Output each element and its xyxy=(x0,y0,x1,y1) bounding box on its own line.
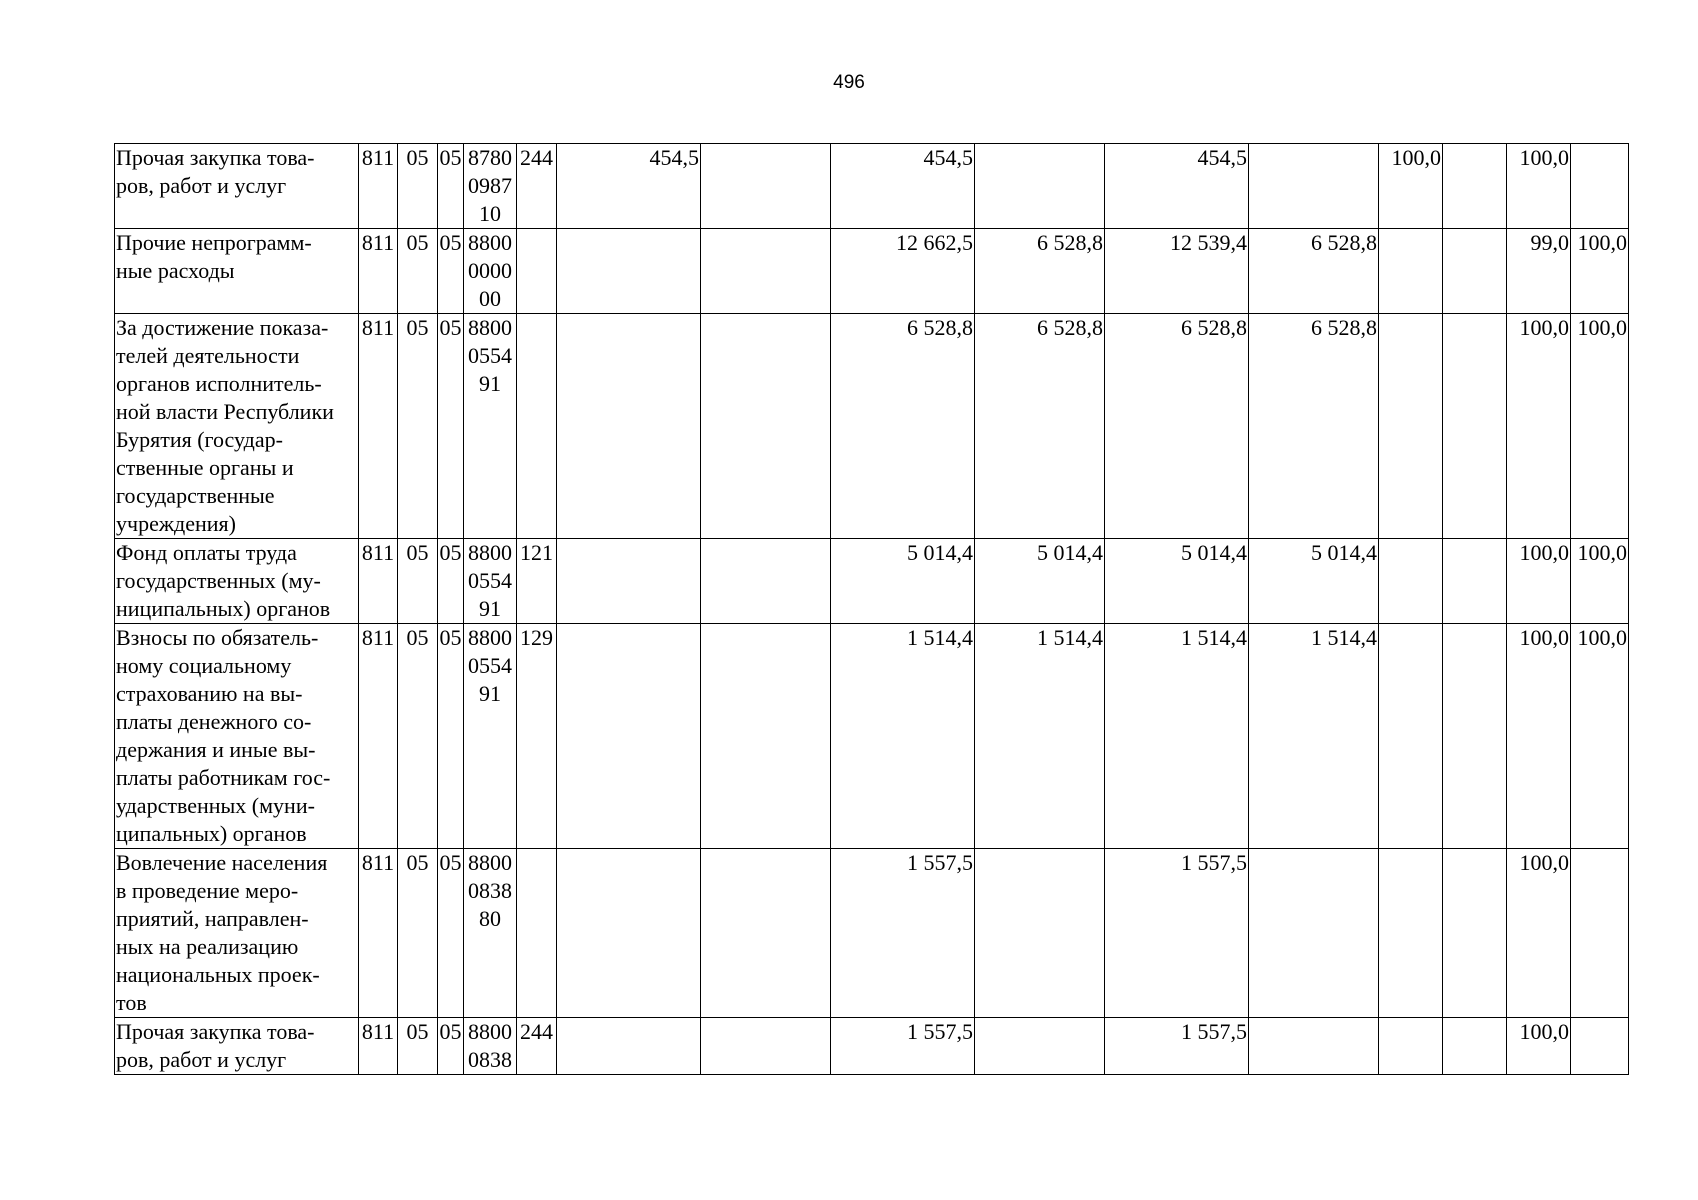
section-code-cell: 05 xyxy=(398,624,438,849)
value-cell: 1 557,5 xyxy=(1105,849,1249,1018)
expense-type-code-cell xyxy=(517,229,557,314)
expense-type-code-cell: 121 xyxy=(517,539,557,624)
ved-code-cell: 811 xyxy=(359,1018,398,1075)
target-article-code-cell: 8800 0838 xyxy=(464,1018,517,1075)
value-cell: 6 528,8 xyxy=(1249,229,1379,314)
expense-type-code-cell xyxy=(517,849,557,1018)
value-cell xyxy=(557,229,701,314)
value-cell xyxy=(975,849,1105,1018)
value-cell: 1 514,4 xyxy=(831,624,975,849)
value-cell: 6 528,8 xyxy=(975,229,1105,314)
percent-cell: 100,0 xyxy=(1507,144,1571,229)
percent-cell xyxy=(1443,849,1507,1018)
percent-cell xyxy=(1379,1018,1443,1075)
target-article-code-cell: 8800 0554 91 xyxy=(464,624,517,849)
target-article-code-cell: 8800 0838 80 xyxy=(464,849,517,1018)
section-code-cell: 05 xyxy=(398,144,438,229)
target-article-code-cell: 8800 0554 91 xyxy=(464,314,517,539)
value-cell xyxy=(557,624,701,849)
table-row xyxy=(115,539,1629,624)
section-code-cell: 05 xyxy=(398,539,438,624)
value-cell xyxy=(975,1018,1105,1075)
percent-cell xyxy=(1571,144,1629,229)
row-name-cell: Прочая закупка това- ров, работ и услуг xyxy=(115,144,359,229)
percent-cell: 100,0 xyxy=(1507,314,1571,539)
value-cell: 1 557,5 xyxy=(831,849,975,1018)
percent-cell xyxy=(1379,314,1443,539)
value-cell xyxy=(557,314,701,539)
ved-code-cell: 811 xyxy=(359,144,398,229)
row-name-cell: Вовлечение населения в проведение меро- приятий, направлен- ных на реализацию национальных проек- тов xyxy=(115,849,359,1018)
value-cell xyxy=(557,849,701,1018)
value-cell xyxy=(701,849,831,1018)
value-cell: 6 528,8 xyxy=(975,314,1105,539)
percent-cell: 100,0 xyxy=(1571,539,1629,624)
row-name-cell: За достижение показа- телей деятельности органов исполнитель- ной власти Республики Бурятия (государ- ственные органы и государственные учреждения) xyxy=(115,314,359,539)
value-cell xyxy=(1249,144,1379,229)
table-row xyxy=(115,314,1629,539)
section-code-cell: 05 xyxy=(398,314,438,539)
percent-cell: 100,0 xyxy=(1571,624,1629,849)
subsection-code-cell: 05 xyxy=(438,144,464,229)
value-cell xyxy=(701,229,831,314)
value-cell xyxy=(1249,849,1379,1018)
value-cell: 1 514,4 xyxy=(975,624,1105,849)
value-cell: 1 557,5 xyxy=(831,1018,975,1075)
row-name-cell: Прочие непрограмм- ные расходы xyxy=(115,229,359,314)
value-cell xyxy=(701,1018,831,1075)
table-row xyxy=(115,1018,1629,1075)
percent-cell: 100,0 xyxy=(1571,314,1629,539)
value-cell: 5 014,4 xyxy=(831,539,975,624)
expense-type-code-cell: 244 xyxy=(517,1018,557,1075)
target-article-code-cell: 8800 0554 91 xyxy=(464,539,517,624)
value-cell: 12 539,4 xyxy=(1105,229,1249,314)
percent-cell: 99,0 xyxy=(1507,229,1571,314)
percent-cell: 100,0 xyxy=(1507,1018,1571,1075)
value-cell xyxy=(701,539,831,624)
ved-code-cell: 811 xyxy=(359,849,398,1018)
percent-cell xyxy=(1379,539,1443,624)
value-cell: 1 514,4 xyxy=(1105,624,1249,849)
ved-code-cell: 811 xyxy=(359,539,398,624)
subsection-code-cell: 05 xyxy=(438,539,464,624)
value-cell: 6 528,8 xyxy=(1249,314,1379,539)
percent-cell xyxy=(1571,1018,1629,1075)
row-name-cell: Прочая закупка това- ров, работ и услуг xyxy=(115,1018,359,1075)
value-cell: 1 557,5 xyxy=(1105,1018,1249,1075)
percent-cell xyxy=(1379,229,1443,314)
percent-cell xyxy=(1379,849,1443,1018)
percent-cell: 100,0 xyxy=(1507,539,1571,624)
value-cell: 6 528,8 xyxy=(1105,314,1249,539)
percent-cell xyxy=(1443,624,1507,849)
target-article-code-cell: 8780 0987 10 xyxy=(464,144,517,229)
expense-type-code-cell: 244 xyxy=(517,144,557,229)
value-cell: 454,5 xyxy=(557,144,701,229)
percent-cell: 100,0 xyxy=(1507,849,1571,1018)
value-cell: 6 528,8 xyxy=(831,314,975,539)
percent-cell xyxy=(1379,624,1443,849)
value-cell xyxy=(975,144,1105,229)
subsection-code-cell: 05 xyxy=(438,624,464,849)
value-cell: 5 014,4 xyxy=(1249,539,1379,624)
page-number: 496 xyxy=(833,72,865,93)
value-cell xyxy=(701,624,831,849)
subsection-code-cell: 05 xyxy=(438,229,464,314)
value-cell: 454,5 xyxy=(831,144,975,229)
row-name-cell: Взносы по обязатель- ному социальному страхованию на вы- платы денежного со- держания и иные вы- платы работникам гос- ударственных (муни- ципальных) органов xyxy=(115,624,359,849)
value-cell xyxy=(701,314,831,539)
expense-type-code-cell xyxy=(517,314,557,539)
section-code-cell: 05 xyxy=(398,849,438,1018)
percent-cell xyxy=(1443,144,1507,229)
subsection-code-cell: 05 xyxy=(438,1018,464,1075)
table-row xyxy=(115,229,1629,314)
row-name-cell: Фонд оплаты труда государственных (му- ниципальных) органов xyxy=(115,539,359,624)
ved-code-cell: 811 xyxy=(359,229,398,314)
table-row xyxy=(115,849,1629,1018)
percent-cell: 100,0 xyxy=(1571,229,1629,314)
value-cell: 1 514,4 xyxy=(1249,624,1379,849)
table-row xyxy=(115,144,1629,229)
percent-cell xyxy=(1443,229,1507,314)
budget-table xyxy=(114,143,1629,1075)
section-code-cell: 05 xyxy=(398,1018,438,1075)
value-cell xyxy=(557,539,701,624)
value-cell: 454,5 xyxy=(1105,144,1249,229)
ved-code-cell: 811 xyxy=(359,314,398,539)
table-row xyxy=(115,624,1629,849)
ved-code-cell: 811 xyxy=(359,624,398,849)
percent-cell xyxy=(1571,849,1629,1018)
percent-cell: 100,0 xyxy=(1507,624,1571,849)
subsection-code-cell: 05 xyxy=(438,314,464,539)
value-cell xyxy=(557,1018,701,1075)
value-cell xyxy=(1249,1018,1379,1075)
value-cell: 5 014,4 xyxy=(1105,539,1249,624)
percent-cell xyxy=(1443,539,1507,624)
subsection-code-cell: 05 xyxy=(438,849,464,1018)
target-article-code-cell: 8800 0000 00 xyxy=(464,229,517,314)
value-cell: 5 014,4 xyxy=(975,539,1105,624)
percent-cell: 100,0 xyxy=(1379,144,1443,229)
value-cell xyxy=(701,144,831,229)
expense-type-code-cell: 129 xyxy=(517,624,557,849)
section-code-cell: 05 xyxy=(398,229,438,314)
percent-cell xyxy=(1443,1018,1507,1075)
percent-cell xyxy=(1443,314,1507,539)
value-cell: 12 662,5 xyxy=(831,229,975,314)
